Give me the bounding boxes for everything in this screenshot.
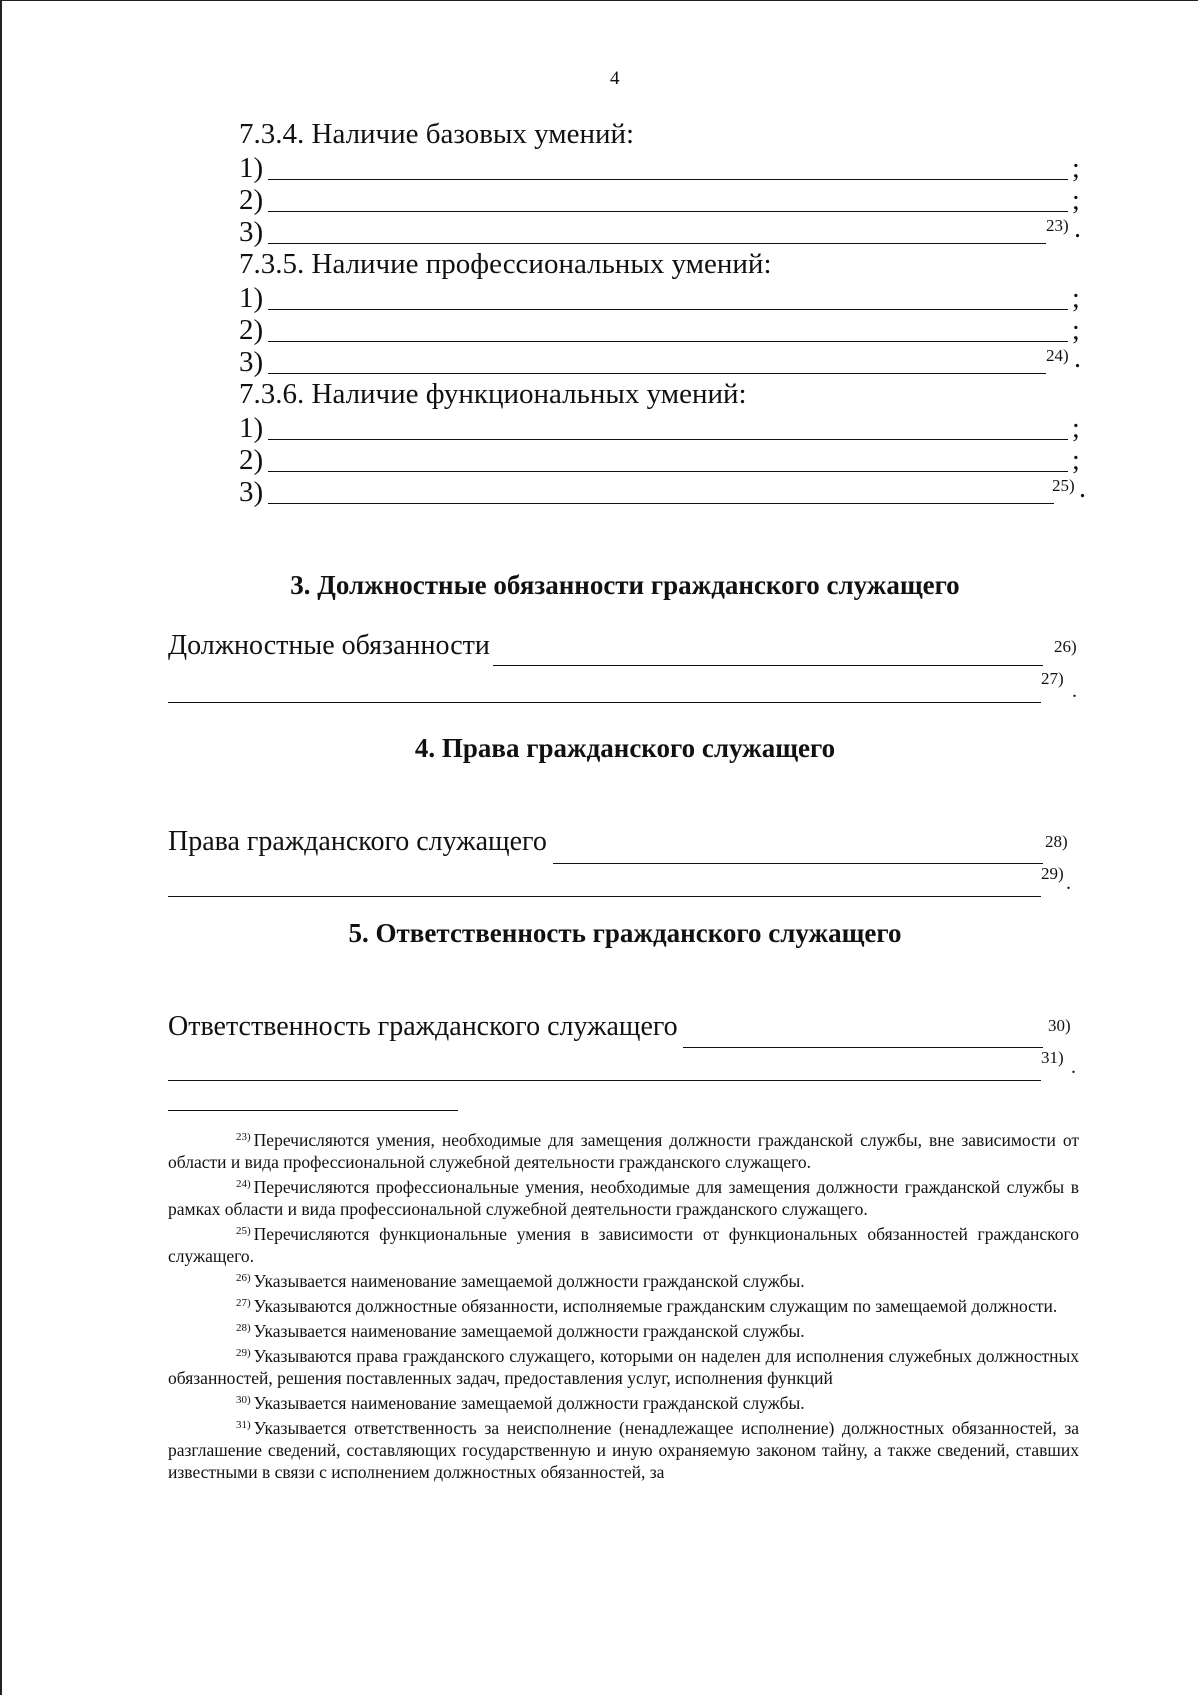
subsection-title: 7.3.4. Наличие базовых умений: [239, 118, 635, 150]
item-number: 2) [239, 314, 264, 346]
item-end: ; [1072, 185, 1080, 216]
item-end: . [1074, 213, 1081, 244]
footnote-number: 29) [236, 1347, 251, 1359]
blank-line[interactable] [268, 471, 1068, 472]
item-end: . [1079, 473, 1086, 504]
item-number: 1) [239, 282, 264, 314]
list-item [239, 345, 1085, 377]
subsection-professional-skills [239, 247, 1085, 377]
section-heading-responsibility: 5. Ответственность гражданского служащего [348, 918, 902, 948]
footnote-mark: 27) [1041, 669, 1064, 688]
list-item [239, 215, 1085, 247]
line-end: . [1072, 680, 1077, 702]
footnote-mark: 23) [1046, 216, 1069, 235]
responsibility-field-line[interactable] [683, 1019, 1043, 1048]
section-heading-rights: 4. Права гражданского служащего [414, 733, 836, 763]
item-end: . [1074, 343, 1081, 374]
footnote [168, 1342, 1079, 1389]
page-number: 4 [610, 68, 620, 89]
list-item [239, 411, 1085, 443]
footnote-mark: 31) [1041, 1048, 1064, 1067]
item-number: 1) [239, 412, 264, 444]
footnote-text: Указывается ответственность за неисполнение (ненадлежащее исполнение) должностных обязанностей, за разглашение сведений, составляющих государственную и иную охраняемую законом тайну, а также сведений, ставших известными в связи с исполнением должностных обязанностей, за [168, 1418, 1079, 1482]
rights-field-line[interactable] [553, 835, 1043, 864]
footnote-number: 28) [236, 1322, 251, 1334]
footnote [168, 1173, 1079, 1220]
responsibility-label: Ответственность гражданского служащего [168, 1011, 678, 1042]
footnote [168, 1414, 1079, 1483]
footnote-text: Перечисляются профессиональные умения, необходимые для замещения должности гражданской службы в рамках области и вида профессиональной служебной деятельности гражданского служащего. [168, 1177, 1079, 1219]
footnote-mark: 24) [1046, 346, 1069, 365]
section-heading-duties: 3. Должностные обязанности гражданского служащего [290, 570, 960, 600]
line-end: . [1066, 872, 1071, 894]
list-item [239, 313, 1085, 345]
item-number: 2) [239, 444, 264, 476]
footnote-mark: 25) [1052, 476, 1075, 495]
subsection-functional-skills [239, 377, 1085, 507]
blank-line[interactable] [268, 243, 1046, 244]
item-end: ; [1072, 315, 1080, 346]
blank-line[interactable] [268, 179, 1068, 180]
footnote-number: 27) [236, 1297, 251, 1309]
blank-line[interactable] [268, 211, 1068, 212]
footnote-mark: 29) [1041, 864, 1064, 883]
line-end: . [1071, 1056, 1076, 1078]
footnote [168, 1317, 1079, 1342]
item-end: ; [1072, 445, 1080, 476]
footnote-text: Указывается наименование замещаемой должности гражданской службы. [253, 1321, 805, 1341]
item-number: 3) [239, 216, 264, 248]
blank-line[interactable] [268, 503, 1054, 504]
footnote-text: Перечисляются функциональные умения в зависимости от функциональных обязанностей гражданского служащего. [168, 1224, 1079, 1266]
footnote-number: 31) [236, 1419, 251, 1431]
rights-label: Права гражданского служащего [168, 826, 547, 857]
item-end: ; [1072, 153, 1080, 184]
subsection-title: 7.3.5. Наличие профессиональных умений: [239, 248, 772, 280]
footnote-mark: 28) [1045, 832, 1068, 851]
footnote-separator [168, 1110, 458, 1111]
footnote-number: 25) [236, 1225, 251, 1237]
duties-second-line[interactable] [168, 674, 1041, 703]
footnote-number: 26) [236, 1272, 251, 1284]
footnote-text: Указываются должностные обязанности, исполняемые гражданским служащим по замещаемой должности. [253, 1296, 1058, 1316]
footnote [168, 1126, 1079, 1173]
subsection-title: 7.3.6. Наличие функциональных умений: [239, 378, 747, 410]
item-number: 3) [239, 476, 264, 508]
list-item [239, 475, 1085, 507]
footnote-mark: 26) [1054, 637, 1077, 656]
item-number: 2) [239, 184, 264, 216]
duties-label: Должностные обязанности [168, 630, 490, 661]
footnote-text: Указывается наименование замещаемой должности гражданской службы. [253, 1393, 805, 1413]
blank-line[interactable] [268, 373, 1046, 374]
item-number: 3) [239, 346, 264, 378]
footnote-number: 24) [236, 1178, 251, 1190]
duties-field-line[interactable] [493, 637, 1043, 666]
footnote-number: 23) [236, 1131, 251, 1143]
footnote-text: Указывается наименование замещаемой должности гражданской службы. [253, 1271, 805, 1291]
blank-line[interactable] [268, 439, 1068, 440]
blank-line[interactable] [268, 341, 1068, 342]
list-item [239, 443, 1085, 475]
footnote [168, 1292, 1079, 1317]
responsibility-second-line[interactable] [168, 1052, 1041, 1081]
item-number: 1) [239, 152, 264, 184]
item-end: ; [1072, 413, 1080, 444]
footnote-mark: 30) [1048, 1016, 1071, 1035]
list-item [239, 281, 1085, 313]
footnote-text: Перечисляются умения, необходимые для замещения должности гражданской службы, вне зависимости от области и вида профессиональной служебной деятельности гражданского служащего. [168, 1130, 1079, 1172]
list-item [239, 183, 1085, 215]
footnote [168, 1389, 1079, 1414]
footnote [168, 1267, 1079, 1292]
subsection-basic-skills [239, 117, 1085, 247]
list-item [239, 151, 1085, 183]
footnote-number: 30) [236, 1394, 251, 1406]
rights-second-line[interactable] [168, 868, 1041, 897]
blank-line[interactable] [268, 309, 1068, 310]
footnote [168, 1220, 1079, 1267]
item-end: ; [1072, 283, 1080, 314]
footnote-text: Указываются права гражданского служащего, которыми он наделен для исполнения служебных должностных обязанностей, решения поставленных задач, предоставления услуг, исполнения функций [168, 1346, 1079, 1388]
footnotes [168, 1126, 1079, 1483]
